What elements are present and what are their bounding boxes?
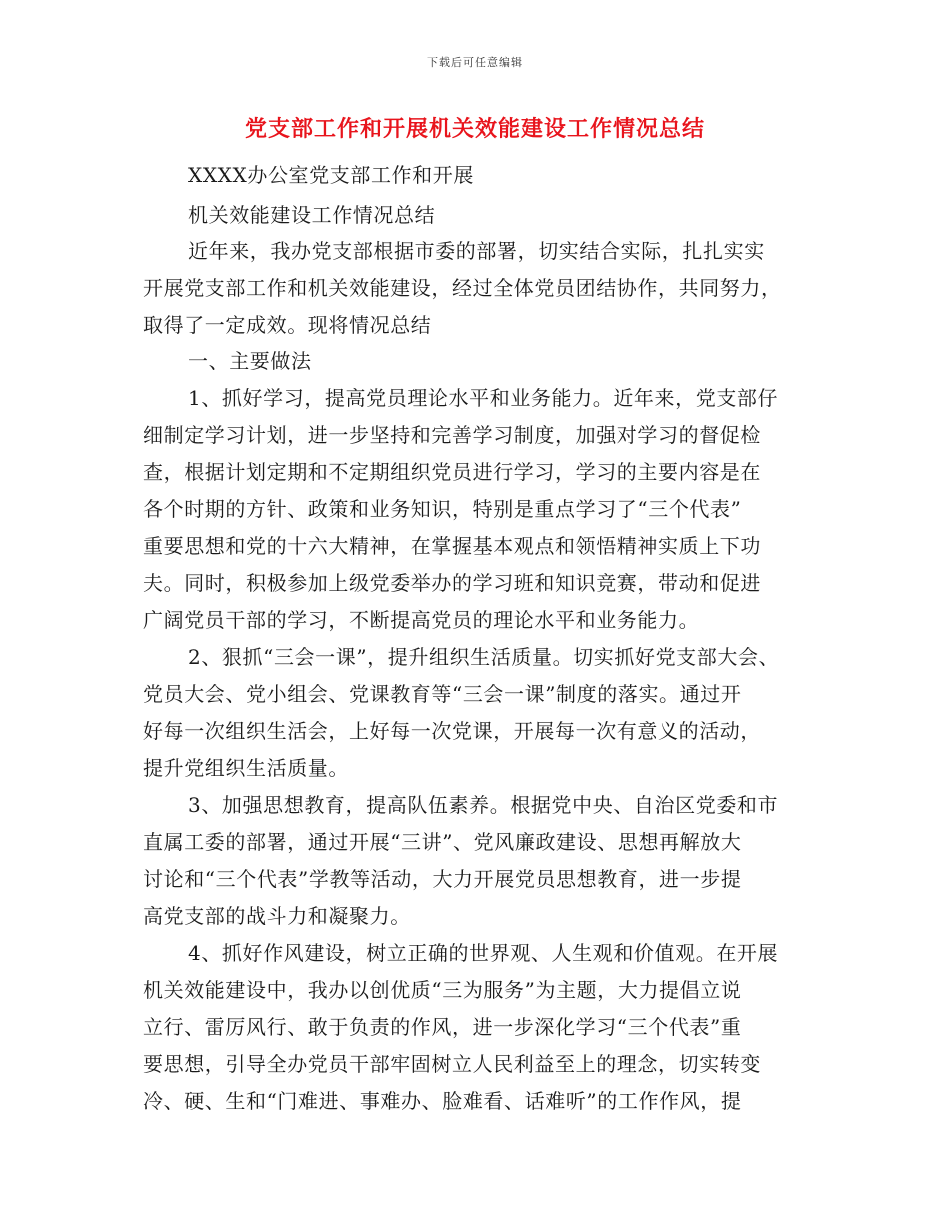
header-note: 下载后可任意编辑 <box>427 56 523 69</box>
body-line: 冷、硬、生和“门难进、事难办、脸难看、话难听”的工作作风，提 <box>143 1089 742 1113</box>
body-line: 细制定学习计划，进一步坚持和完善学习制度，加强对学习的督促检 <box>143 423 761 447</box>
body-line: 直属工委的部署，通过开展“三讲”、党风廉政建设、思想再解放大 <box>143 830 742 854</box>
body-line: 各个时期的方针、政策和业务知识，特别是重点学习了“三个代表” <box>143 497 742 521</box>
body-line: 讨论和“三个代表”学教等活动，大力开展党员思想教育，进一步提 <box>143 867 742 891</box>
document-title: 党支部工作和开展机关效能建设工作情况总结 <box>244 116 705 142</box>
body-line: 提升党组织生活质量。 <box>143 756 349 780</box>
body-line: XXXX办公室党支部工作和开展 <box>188 163 474 187</box>
body-line: 查，根据计划定期和不定期组织党员进行学习，学习的主要内容是在 <box>143 460 761 484</box>
body-line: 广阔党员干部的学习，不断提高党员的理论水平和业务能力。 <box>143 608 700 632</box>
body-line: 党员大会、党小组会、党课教育等“三会一课”制度的落实。通过开 <box>143 682 742 706</box>
body-line: 重要思想和党的十六大精神，在掌握基本观点和领悟精神实质上下功 <box>143 534 761 558</box>
body-line: 夫。同时，积极参加上级党委举办的学习班和知识竞赛，带动和促进 <box>143 571 761 595</box>
body-line: 近年来，我办党支部根据市委的部署，切实结合实际，扎扎实实 <box>188 239 765 263</box>
body-line: 机关效能建设中，我办以创优质“三为服务”为主题，大力提倡立说 <box>143 978 742 1002</box>
body-line: 取得了一定成效。现将情况总结 <box>143 313 432 337</box>
body-line: 高党支部的战斗力和凝聚力。 <box>143 904 411 928</box>
body-line: 1、抓好学习，提高党员理论水平和业务能力。近年来，党支部仔 <box>188 386 779 410</box>
body-line: 3、加强思想教育，提高队伍素养。根据党中央、自治区党委和市 <box>188 793 779 817</box>
body-line: 立行、雷厉风行、敢于负责的作风，进一步深化学习“三个代表”重 <box>143 1015 742 1039</box>
body-line: 2、狠抓“三会一课”，提升组织生活质量。切实抓好党支部大会、 <box>188 645 780 669</box>
body-line: 机关效能建设工作情况总结 <box>188 203 436 227</box>
body-line: 4、抓好作风建设，树立正确的世界观、人生观和价值观。在开展 <box>188 941 779 965</box>
body-line: 开展党支部工作和机关效能建设，经过全体党员团结协作，共同努力， <box>143 276 782 300</box>
body-line: 一、主要做法 <box>188 349 312 373</box>
body-line: 好每一次组织生活会，上好每一次党课，开展每一次有意义的活动， <box>143 719 761 743</box>
body-line: 要思想，引导全办党员干部牢固树立人民利益至上的理念，切实转变 <box>143 1052 761 1076</box>
